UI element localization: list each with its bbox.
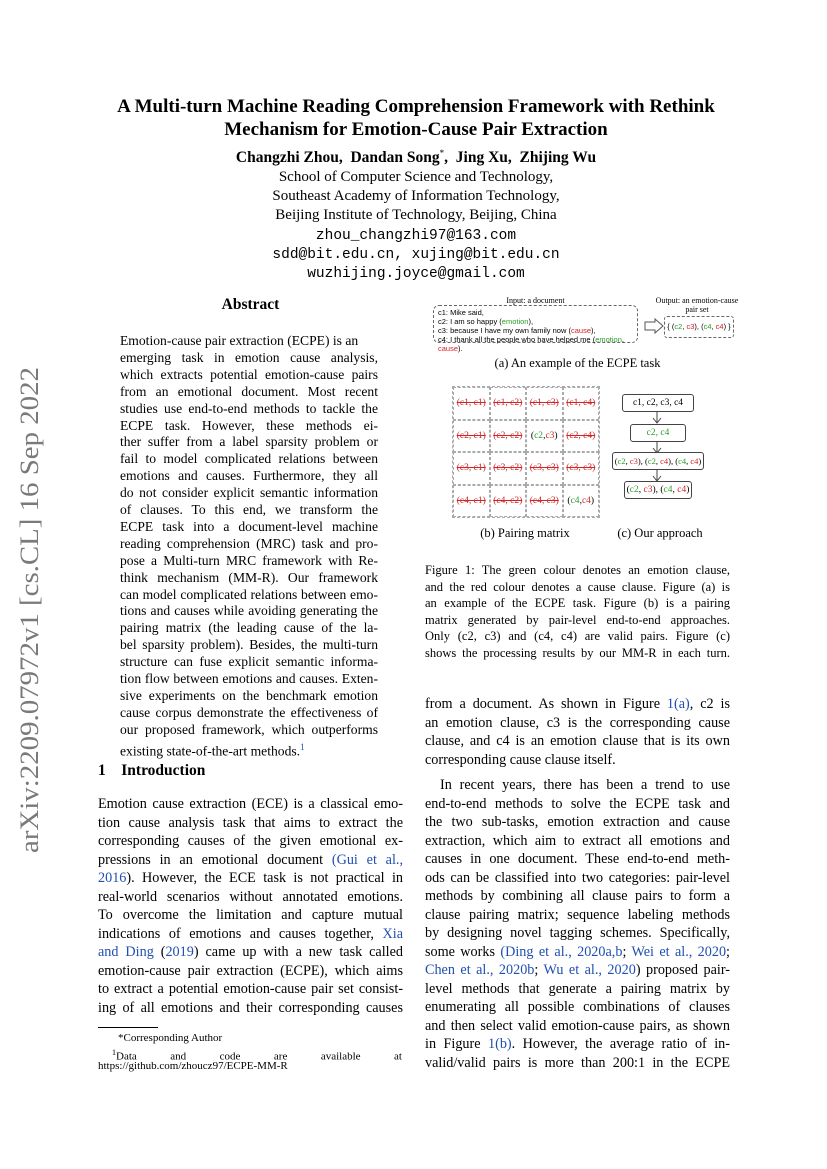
body-line — [425, 961, 730, 980]
abstract-line: ECPE task into a document-level machine — [120, 518, 378, 534]
punct: , — [671, 456, 676, 466]
matrix-cell-invalid: (c1, c3) — [526, 387, 563, 420]
fig-a-caption: (a) An example of the ECPE task — [494, 356, 661, 370]
abstract-line: of clauses. To this end, we transform the — [120, 502, 378, 517]
body-line: and then select valid emotion-cause pairs, as shown — [425, 1017, 730, 1034]
emotion-clause: c2 — [647, 456, 656, 466]
matrix-cell-invalid: (c2, c1) — [453, 420, 490, 453]
pairing-matrix — [452, 386, 600, 518]
figure-ref-link[interactable]: 1(b) — [488, 1036, 512, 1052]
affiliation-line: Beijing Institute of Technology, Beijing, China — [275, 207, 557, 223]
punct: ) — [637, 456, 641, 466]
emotion-tag: emotion — [595, 335, 622, 344]
citation-link[interactable]: 2016 — [98, 870, 127, 886]
footnote-ref-link[interactable]: 1 — [300, 741, 305, 752]
cause-tag: cause — [570, 326, 591, 335]
title-line-2: Mechanism for Emotion-Cause Pair Extraction — [224, 119, 608, 140]
abstract-line: tions and causes while avoiding generating the — [120, 603, 378, 619]
body-line: extraction, which aim to extract all emotions and — [425, 832, 730, 849]
intro-text-line: ing of all emotions and their corresponding causes — [98, 999, 403, 1016]
author-4: Zhijing Wu — [519, 149, 597, 167]
body-text: in Figure — [425, 1036, 489, 1052]
fig-b-caption: (b) Pairing matrix — [480, 526, 570, 540]
arrow-down-icon — [651, 412, 663, 424]
body-line: enumerating all possible combinations of clauses — [425, 999, 730, 1015]
intro-text: ) came up with a new task called — [193, 944, 403, 960]
footnote-corresponding: *Corresponding Author — [118, 1032, 223, 1044]
clause-text: c4: I thank all the people who have helped me ( — [438, 335, 596, 344]
cause-clause: c4 — [660, 456, 669, 466]
fig-a-output-label-line: pair set — [685, 305, 709, 314]
emotion-clause: c2 — [617, 456, 626, 466]
fig-a-clause: c1: Mike said, — [438, 308, 484, 317]
emotion-tag: emotion — [501, 317, 529, 326]
intro-text-line — [98, 869, 403, 888]
affiliation-line: School of Computer Science and Technology, — [278, 169, 554, 185]
body-line: ods can be classified into two categories: pair-level — [425, 869, 730, 886]
body-line: level methods that generate a pairing matrix by — [425, 980, 730, 997]
figure-caption-line: Figure 1: The green colour denotes an emotion clause, — [425, 563, 730, 577]
abstract-line: tion flow between emotions and causes. Exten- — [120, 671, 378, 686]
author-2-mark: * — [439, 148, 445, 158]
intro-text-line: real-world scenarios without annotated emotions. — [98, 888, 403, 905]
matrix-cell-valid — [526, 420, 563, 453]
flow-text — [627, 485, 690, 495]
abstract-line: studies use end-to-end methods to tackle the — [120, 400, 378, 416]
intro-text-line: To overcome the limitation and capture mutual — [98, 907, 403, 923]
body-line — [425, 943, 730, 962]
comma: , — [579, 495, 582, 506]
fig-c-caption: (c) Our approach — [617, 526, 703, 540]
abstract-line: which extracts potential emotion-cause pairs — [120, 366, 378, 382]
email-line[interactable]: zhou_changzhi97@163.com — [315, 228, 517, 244]
body-text: some works — [425, 943, 501, 960]
intro-heading — [98, 762, 205, 780]
citation-link[interactable]: Chen et al., 2020b — [425, 962, 535, 978]
paren: ) — [554, 430, 558, 441]
intro-text: ). However, the ECE task is not practical in — [126, 870, 403, 886]
out-cause: c3 — [686, 322, 695, 331]
cause-clause: c3 — [629, 456, 638, 466]
punct: ) — [698, 456, 702, 466]
author-1: Changzhi Zhou, — [235, 149, 343, 167]
citation-link[interactable]: (Gui et al., — [331, 851, 404, 868]
body-line: causes in one document. These end-to-end meth- — [425, 851, 730, 867]
figure-caption-line: matrix generated by pair-level end-to-end approaches. — [425, 612, 730, 627]
abstract-line: cause corpus demonstrate the effectiveness of — [120, 704, 378, 720]
punct: ( — [660, 485, 664, 495]
abstract-line: fail to model complicated relations between — [120, 451, 378, 467]
flow-step-1: c1, c2, c3, c4 — [622, 394, 694, 412]
citation-link[interactable]: and Ding — [98, 944, 154, 960]
punct: , — [638, 485, 644, 495]
cause-tag: cause — [438, 344, 459, 353]
arxiv-stamp-svg — [8, 365, 48, 855]
out-emotion: c4 — [703, 322, 712, 331]
punct: , — [655, 456, 661, 466]
abstract-line: from an emotional document. Most recent — [120, 383, 378, 399]
abstract-line: emerging task in emotion cause analysis, — [120, 349, 378, 365]
fig-a-clause — [438, 317, 633, 326]
punct: , — [640, 456, 645, 466]
author-3: Jing Xu, — [455, 149, 512, 167]
fig-a-output-label-line: Output: an emotion-cause — [655, 296, 739, 305]
paren: ) — [590, 495, 595, 506]
cause-clause: c3 — [643, 485, 653, 495]
body-line: corresponding cause clause itself. — [425, 751, 616, 768]
abstract-line: pose a Multi-turn MRC framework with Re- — [120, 552, 378, 568]
matrix-cell-invalid: (c3, c3) — [526, 452, 563, 485]
punct: ( — [645, 456, 648, 466]
arxiv-stamp — [8, 365, 48, 855]
abstract-line: bel sparsity problem). Besides, the multi-turn — [120, 637, 378, 653]
flow-step-3 — [612, 452, 704, 470]
fig-a-clause — [438, 335, 633, 353]
section-number: 1 — [98, 762, 106, 779]
citation-link[interactable]: 2019 — [165, 944, 194, 960]
matrix-cell-invalid: (c2, c2) — [490, 420, 527, 453]
abstract-line: do not consider explicit semantic information — [120, 485, 378, 501]
fig-a-document-box — [433, 305, 638, 353]
fig-a-input-label: Input: a document — [506, 296, 565, 305]
intro-text: ( — [153, 944, 166, 960]
matrix-cell-invalid: (c4, c1) — [453, 485, 490, 518]
body-text: , c2 is — [689, 696, 730, 712]
author-2: Dandan Song — [350, 149, 440, 167]
body-text: ; — [534, 962, 544, 978]
intro-text-line — [98, 925, 403, 944]
intro-text-line: corresponding causes of the given emotional ex- — [98, 833, 403, 849]
footnote-text: Data and code are available at — [116, 1050, 402, 1063]
clause-text: ), — [591, 326, 596, 335]
abstract-line: ECPE task. However, these methods ei- — [120, 417, 378, 433]
abstract-line: can model complicated relations between emo- — [120, 586, 378, 602]
footnote-url[interactable]: https://github.com/zhoucz97/ECPE-MM-R — [98, 1060, 288, 1072]
out-text: ) } — [723, 322, 731, 331]
matrix-cell-invalid: (c4, c2) — [490, 485, 527, 518]
fig-a-clause — [438, 326, 633, 335]
figure-caption-line: and the red colour denotes a cause clause. Figure (a) is — [425, 579, 730, 594]
abstract-line: our proposed framework, which outperforms — [120, 721, 378, 737]
email-line[interactable]: wuzhijing.joyce@gmail.com — [307, 266, 525, 282]
abstract-heading: Abstract — [221, 296, 280, 313]
out-text: { ( — [667, 322, 675, 331]
flow-step-4 — [624, 481, 692, 499]
body-line: by designing novel tagging schemes. Specifically, — [425, 925, 730, 941]
intro-text-line: Emotion cause extraction (ECE) is a classical emo- — [98, 796, 403, 812]
body-text: from a document. As shown in Figure — [425, 696, 667, 712]
emotion-clause: c2 — [534, 430, 544, 441]
intro-text: pressions in an emotional document — [98, 851, 332, 868]
matrix-cell-invalid: (c3, c2) — [490, 452, 527, 485]
matrix-cell-invalid: (c1, c4) — [563, 387, 600, 420]
footnote-divider — [98, 1027, 158, 1028]
abstract-line: sive experiments on the benchmark emotion — [120, 687, 378, 703]
figure-ref-link[interactable]: 1(a) — [666, 696, 690, 712]
abstract-line: structure can fuse explicit semantic informa- — [120, 654, 378, 670]
body-line: clause pairing matrix; sequence labeling methods — [425, 906, 730, 923]
punct: ( — [675, 456, 679, 466]
punct: , — [686, 456, 691, 466]
body-line — [425, 695, 730, 714]
body-line: valid/valid pairs is more than 200:1 in the ECPE — [425, 1054, 730, 1071]
figure-caption-line: Only (c2, c3) and (c4, c4) are valid pairs. Figure (c) — [425, 629, 730, 643]
body-line — [425, 1035, 730, 1054]
intro-text-line — [98, 851, 403, 870]
emotion-clause: c4 — [663, 485, 673, 495]
footnote-mark: 1 — [112, 1048, 116, 1057]
section-title: Introduction — [121, 762, 206, 779]
cause-clause: c4 — [581, 495, 591, 506]
intro-text-line: tion cause analysis task that aims to extract the — [98, 814, 403, 831]
figure-caption-line: an example of the ECPE task. Figure (b) is a pairing — [425, 596, 730, 610]
intro-text: indications of emotions and causes together, — [98, 925, 383, 942]
intro-text-line: emotion-cause pair extraction (ECPE), which aims — [98, 962, 403, 979]
punct: ) — [652, 485, 656, 495]
matrix-cell-invalid: (c1, c2) — [490, 387, 527, 420]
matrix-cell-invalid: (c3, c1) — [453, 452, 490, 485]
clause-text: ), — [528, 317, 534, 326]
abstract-line: pairing matrix (the leading cause of the la- — [120, 620, 378, 636]
fig-a-output-box: { (c2, c3), (c4, c4) } — [664, 316, 734, 338]
out-cause: c4 — [715, 322, 724, 331]
arxiv-stamp-text: arXiv:2209.07972v1 [cs.CL] 16 Sep 2022 — [15, 415, 44, 853]
citation-link[interactable]: Wei et al., 2020 — [631, 943, 727, 960]
matrix-cell-invalid: (c4, c3) — [526, 485, 563, 518]
abstract-line: Emotion-cause pair extraction (ECPE) is an — [120, 333, 359, 348]
body-line: In recent years, there has been a trend to use — [440, 777, 730, 793]
author-2-comma: , — [444, 149, 449, 167]
punct: ( — [626, 485, 630, 495]
comma: , — [543, 430, 546, 441]
punct: ( — [614, 456, 618, 466]
citation-link[interactable]: Wu et al., 2020 — [543, 962, 636, 978]
abstract-line: reading comprehension (MRC) task and pro- — [120, 535, 378, 551]
matrix-cell-invalid: (c3, c3) — [563, 452, 600, 485]
figure-caption-line: shows the processing results by our MM-R in each turn. — [425, 645, 730, 660]
body-line: an emotion clause, c3 is the corresponding cause — [425, 714, 730, 731]
clause-text: c2: I am so happy ( — [438, 317, 502, 326]
matrix-cell-invalid: (c1, c1) — [453, 387, 490, 420]
punct: ) — [686, 485, 690, 495]
emotion-clause: c4 — [570, 495, 580, 506]
punct: , — [672, 485, 678, 495]
flow-text: c2, c4 — [646, 428, 670, 438]
citation-link[interactable]: Xia — [382, 925, 403, 942]
clause-text: ). — [458, 344, 463, 353]
abstract-text: existing state-of-the-art methods. — [120, 743, 301, 759]
paper-title — [90, 95, 742, 141]
affiliation-line: Southeast Academy of Information Technology, — [272, 188, 560, 204]
punct: ) — [668, 456, 671, 466]
emotion-clause: c4 — [678, 456, 687, 466]
punct: , — [625, 456, 630, 466]
body-line: the two sub-tasks, emotion extraction and cause — [425, 814, 730, 830]
flow-step-2 — [630, 424, 686, 442]
matrix-cell-invalid: (c2, c4) — [563, 420, 600, 453]
out-text: ), ( — [694, 322, 704, 331]
clause-text: , — [621, 335, 624, 344]
citation-link[interactable]: (Ding et al., 2020a,b — [500, 943, 623, 960]
paren: ( — [567, 495, 571, 506]
body-text: ; — [726, 943, 730, 960]
intro-text-line: to extract a potential emotion-cause pair set consist- — [98, 981, 403, 997]
title-line-1: A Multi-turn Machine Reading Comprehension Framework with Rethink — [117, 96, 715, 117]
body-line: clause, and c4 is an emotion clause that is its own — [425, 733, 730, 749]
fig-a-output-label — [652, 296, 742, 314]
matrix-cell-valid — [563, 485, 600, 518]
abstract-line: think mechanism (MM-R). Our framework — [120, 569, 378, 585]
emotion-clause: c2 — [629, 485, 639, 495]
cause-clause: c4 — [690, 456, 699, 466]
body-text: . However, the average ratio of in- — [511, 1036, 730, 1052]
body-text: ; — [622, 943, 632, 960]
intro-text-line — [98, 943, 403, 962]
author-list — [90, 148, 742, 167]
out-emotion: c2 — [674, 322, 683, 331]
cause-clause: c4 — [677, 485, 687, 495]
body-line: methods by combining all clause pairs to form a — [425, 888, 730, 904]
body-line: end-to-end methods to solve the ECPE task and — [425, 795, 730, 812]
flow-text — [615, 456, 702, 466]
abstract-line — [120, 739, 378, 760]
clause-text: c3: because I have my own family now ( — [438, 326, 571, 335]
arrow-right-icon — [644, 318, 664, 334]
abstract-line: emotions and causes. Furthermore, they all — [120, 468, 378, 484]
cause-clause: c3 — [545, 430, 555, 441]
paren: ( — [530, 430, 535, 441]
punct: , — [655, 485, 661, 495]
body-text: ) proposed pair- — [635, 962, 730, 978]
abstract-line: ther suffer from a label sparsity problem or — [120, 434, 378, 450]
email-line[interactable]: sdd@bit.edu.cn, xujing@bit.edu.cn — [272, 247, 560, 263]
